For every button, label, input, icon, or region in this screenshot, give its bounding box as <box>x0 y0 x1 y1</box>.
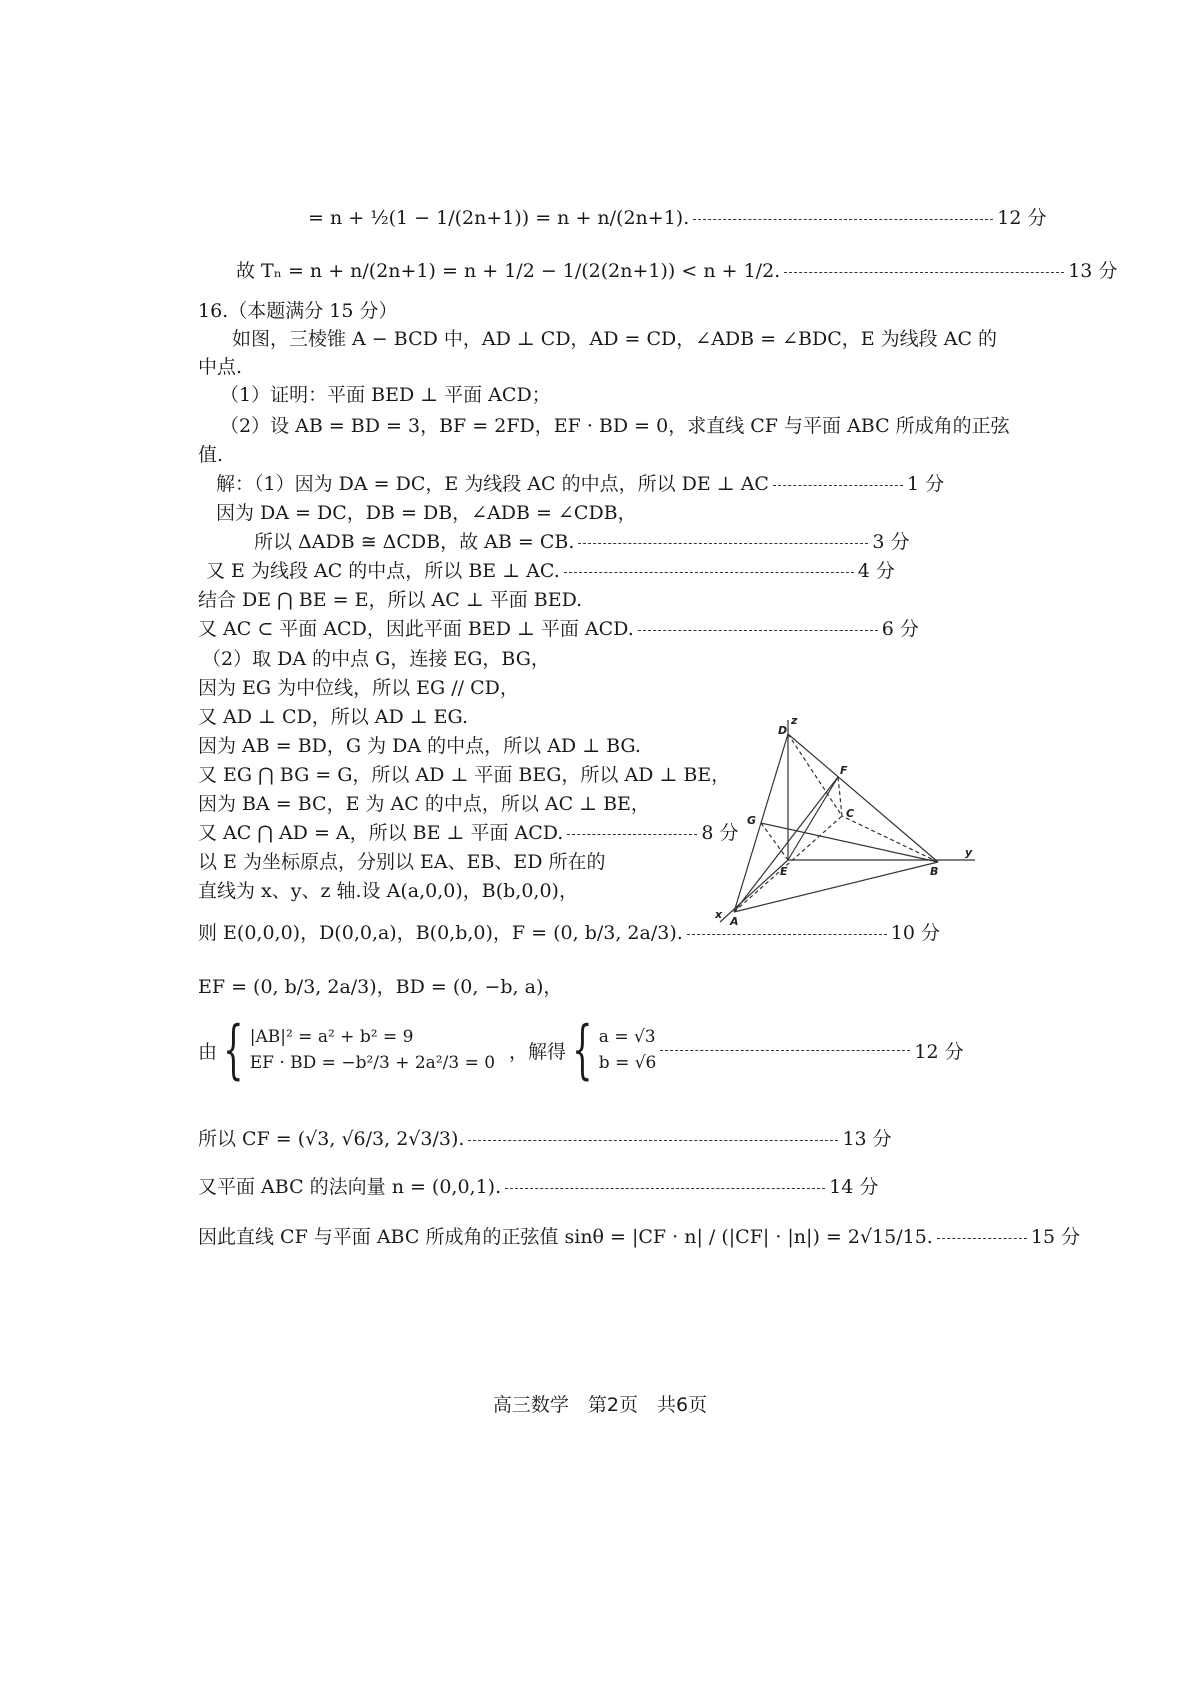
solution-text: 因为 DA = DC，DB = DB，∠ADB = ∠CDB， <box>216 502 637 524</box>
label-A: A <box>730 915 739 928</box>
question-part-1 <box>220 382 551 408</box>
solution-b: b = √6 <box>598 1053 657 1073</box>
solution-text: 结合 DE ⋂ BE = E，所以 AC ⊥ 平面 BED. <box>198 589 583 611</box>
solution-line-20 <box>198 1174 878 1200</box>
score-leader <box>638 630 878 631</box>
label-F: F <box>840 764 848 777</box>
edge-AB <box>734 862 938 912</box>
solution-line-2 <box>216 500 637 526</box>
solution-line-5 <box>198 587 582 613</box>
solution-text: 又 AD ⊥ CD，所以 AD ⊥ EG. <box>198 706 469 728</box>
solution-text: 所以 ΔADB ≅ ΔCDB，故 AB = CB. <box>254 531 575 553</box>
question-part-2 <box>220 413 1010 439</box>
question-part-2-cont <box>198 442 223 468</box>
label-E: E <box>780 865 788 878</box>
score-leader <box>693 219 993 220</box>
solution-text: 所以 CF = (√3, √6/3, 2√3/3). <box>198 1128 465 1150</box>
question-header <box>198 298 397 324</box>
score-label: 13 分 <box>842 1128 892 1150</box>
solution-line-1 <box>216 471 944 497</box>
label-C: C <box>846 807 855 820</box>
question-part-1-text: （1）证明：平面 BED ⊥ 平面 ACD； <box>220 384 551 406</box>
solution-line-6 <box>198 616 919 642</box>
score-label: 4 分 <box>857 560 895 582</box>
left-brace: { <box>223 1013 244 1087</box>
left-brace: { <box>572 1013 593 1087</box>
label-G: G <box>747 814 757 827</box>
score-label: 15 分 <box>1030 1226 1081 1248</box>
solution-text: 又 AC ⊂ 平面 ACD，因此平面 BED ⊥ 平面 ACD. <box>198 618 634 640</box>
solution-text: 因为 EG 为中位线，所以 EG // CD， <box>198 677 519 699</box>
question-part-2-cont-text: 值. <box>198 444 224 466</box>
solution-line-19 <box>198 1126 892 1152</box>
solution-line-9 <box>198 704 468 730</box>
equation-system <box>198 1013 964 1087</box>
solution-line-11 <box>198 762 730 788</box>
page-footer: 高三数学 第2页 共6页 <box>492 1394 708 1416</box>
question-header-text: 16.（本题满分 15 分） <box>198 300 398 322</box>
x-axis <box>720 860 788 922</box>
equation-1: |AB|² = a² + b² = 9 <box>249 1027 414 1047</box>
question-stem-cont-text: 中点. <box>198 356 243 378</box>
question-stem <box>232 326 997 352</box>
score-leader <box>784 272 1064 273</box>
score-leader <box>505 1188 825 1189</box>
solution-text: 因为 AB = BD，G 为 DA 的中点，所以 AD ⊥ BG. <box>198 735 641 757</box>
score-leader <box>567 834 697 835</box>
question-stem-text: 如图，三棱锥 A − BCD 中，AD ⊥ CD，AD = CD，∠ADB = ∠BDC，E 为线段 AC 的 <box>232 328 998 350</box>
label-y: y <box>965 846 973 859</box>
formula-line-1 <box>308 205 1046 231</box>
formula-line-2 <box>236 258 1117 284</box>
score-label: 8 分 <box>701 822 739 844</box>
solution-line-10 <box>198 733 641 759</box>
score-leader <box>468 1140 838 1141</box>
score-leader <box>937 1238 1027 1239</box>
score-label: 13 分 <box>1068 260 1118 282</box>
formula-text: = n + ½(1 − 1/(2n+1)) = n + n/(2n+1). <box>308 207 690 229</box>
solution-text: 又 AC ⋂ AD = A，所以 BE ⊥ 平面 ACD. <box>198 822 564 844</box>
solution-text: 又 E 为线段 AC 的中点，所以 BE ⊥ AC. <box>206 560 560 582</box>
score-label: 14 分 <box>829 1176 879 1198</box>
question-stem-cont <box>198 354 242 380</box>
label-D: D <box>778 724 788 737</box>
score-label: 12 分 <box>997 207 1047 229</box>
segment-AF <box>734 777 838 912</box>
solution-rows <box>599 1027 657 1073</box>
edge-DB <box>788 734 938 862</box>
solution-text: 解：（1）因为 DA = DC，E 为线段 AC 的中点，所以 DE ⊥ AC <box>216 473 769 495</box>
solution-line-7 <box>202 646 550 672</box>
edge-BC <box>842 816 938 862</box>
formula-text: 故 Tₙ = n + n/(2n+1) = n + 1/2 − 1/(2(2n+1)) < n + 1/2. <box>236 260 781 282</box>
solution-text: 又 EG ⋂ BG = G，所以 AD ⊥ 平面 BEG，所以 AD ⊥ BE， <box>198 764 731 786</box>
solution-line-15 <box>198 878 578 904</box>
score-label: 1 分 <box>906 473 945 495</box>
label-z: z <box>791 714 798 727</box>
solution-line-12 <box>198 791 650 817</box>
score-leader <box>564 572 854 573</box>
solution-line-3 <box>254 529 910 555</box>
solution-text: 又平面 ABC 的法向量 n = (0,0,1). <box>198 1176 502 1198</box>
solution-line-14 <box>198 849 606 875</box>
system-rows <box>250 1027 495 1073</box>
solution-text: 以 E 为坐标原点，分别以 EA、EB、ED 所在的 <box>198 851 606 873</box>
solution-line-8 <box>198 675 519 701</box>
solution-text: 则 E(0,0,0)，D(0,0,a)，B(0,b,0)，F = (0, b/3, 2a/3). <box>198 922 683 944</box>
system-prefix: 由 <box>198 1040 218 1063</box>
solution-text: EF = (0, b/3, 2a/3)，BD = (0, −b, a)， <box>198 976 563 998</box>
score-leader <box>660 1050 910 1051</box>
label-x: x <box>715 908 723 921</box>
solution-text: 因为 BA = BC，E 为 AC 的中点，所以 AC ⊥ BE， <box>198 793 650 815</box>
label-B: B <box>930 865 939 878</box>
question-part-2-text: （2）设 AB = BD = 3，BF = 2FD，EF · BD = 0，求直线 CF 与平面 ABC 所成角的正弦 <box>220 415 1010 437</box>
solution-line-21 <box>198 1224 1080 1250</box>
solution-text: 直线为 x、y、z 轴.设 A(a,0,0)，B(b,0,0)， <box>198 880 578 902</box>
score-label: 6 分 <box>881 618 919 640</box>
score-label: 10 分 <box>890 922 940 944</box>
solution-text: 因此直线 CF 与平面 ABC 所成角的正弦值 sinθ = |CF · n| / (|CF| · |n|) = 2√15/15. <box>198 1226 933 1248</box>
score-label: 12 分 <box>914 1040 964 1063</box>
solution-a: a = √3 <box>598 1027 656 1047</box>
score-label: 3 分 <box>872 531 910 553</box>
solve-label: ，解得 <box>509 1040 567 1063</box>
equation-2: EF · BD = −b²/3 + 2a²/3 = 0 <box>249 1053 496 1073</box>
equation-system-line <box>198 1013 964 1087</box>
solution-line-4 <box>206 558 895 584</box>
score-leader <box>773 485 903 486</box>
segment-EF <box>788 777 838 860</box>
solution-line-17 <box>198 974 562 1000</box>
solution-text: （2）取 DA 的中点 G，连接 EG，BG， <box>202 648 550 670</box>
edge-DC <box>788 734 842 816</box>
solution-line-13 <box>198 820 739 846</box>
score-leader <box>578 543 868 544</box>
